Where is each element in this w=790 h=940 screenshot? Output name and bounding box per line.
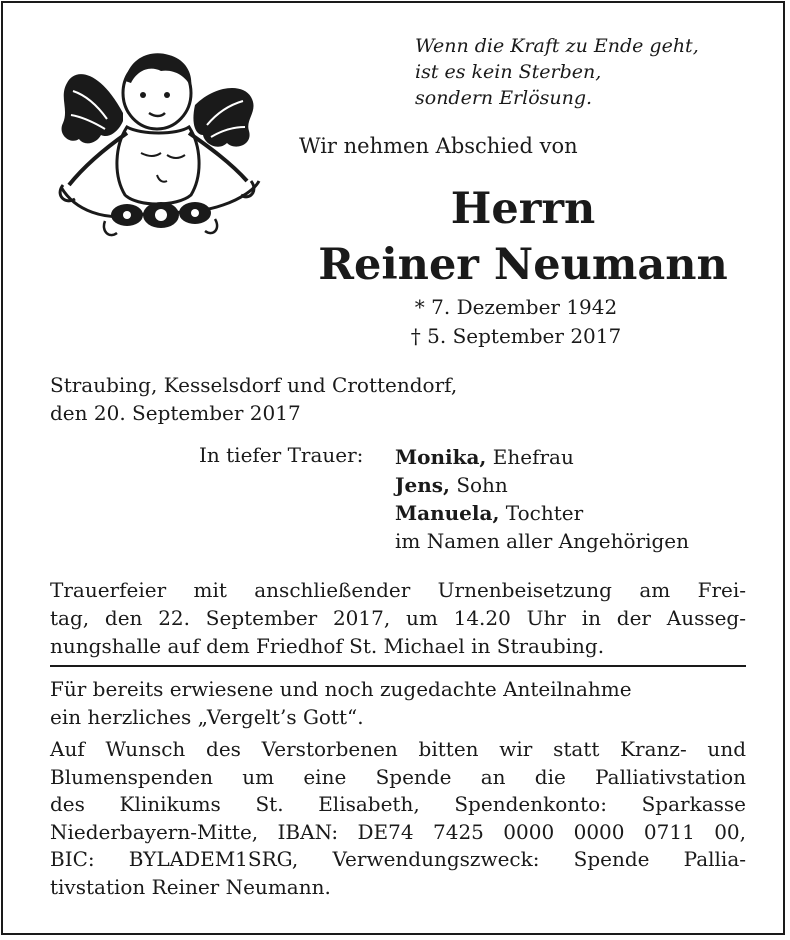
mourning-label: In tiefer Trauer: [199,443,364,467]
section-divider [50,665,746,667]
thanks-line: ein herzliches „Vergelt’s Gott“. [50,705,364,729]
thanks-line: Für bereits erwiesene und noch zugedachte Anteilnahme [50,677,632,701]
mourner-relation: Ehefrau [492,445,574,469]
thanks-note [50,675,632,731]
name-full: Reiner Neumann [318,240,728,290]
funeral-line: nungshalle auf dem Friedhof St. Michael in Straubing. [50,634,605,658]
date-line: den 20. September 2017 [50,401,301,425]
donation-line: tivstation Reiner Neumann. [50,874,331,899]
mourner-entry [395,499,689,527]
donation-line: Niederbayern-Mitte, IBAN: DE74 7425 0000 0000 0711 00, [50,819,746,844]
donation-line: BIC: BYLADEM1SRG, Verwendungszweck: Spende Pallia- [50,847,746,871]
mourner-name: Manuela, [395,501,500,525]
quote-line: ist es kein Sterben, [415,61,602,83]
funeral-line: tag, den 22. September 2017, um 14.20 Uhr in der Ausseg- [50,606,746,630]
mourner-closing: im Namen aller Angehörigen [395,529,690,553]
donation-notice [50,736,746,901]
quote-line: sondern Erlösung. [415,87,593,109]
obituary-card [1,1,785,935]
mourner-name: Monika, [395,445,487,469]
donation-line: des Klinikums St. Elisabeth, Spendenkonto: Sparkasse [50,792,746,816]
funeral-notice [50,576,746,660]
death-date: † 5. September 2017 [410,324,622,348]
cherub-angel-icon [45,35,270,250]
mourner-name: Jens, [395,473,450,497]
mourner-relation: Sohn [456,473,508,497]
epigraph-quote [415,33,699,111]
name-title: Herrn [450,184,596,234]
mourners-list [395,443,689,555]
mourner-entry [395,471,689,499]
place-line: Straubing, Kesselsdorf und Crottendorf, [50,373,458,397]
deceased-name [293,181,753,293]
farewell-intro: Wir nehmen Abschied von [299,134,578,158]
birth-date: * 7. Dezember 1942 [414,295,618,319]
donation-line: Auf Wunsch des Verstorbenen bitten wir statt Kranz- und [50,737,746,761]
funeral-line: Trauerfeier mit anschließender Urnenbeisetzung am Frei- [50,578,746,602]
quote-line: Wenn die Kraft zu Ende geht, [415,35,699,57]
mourner-entry [395,443,689,471]
mourner-relation: Tochter [505,501,584,525]
donation-line: Blumenspenden um eine Spende an die Palliativstation [50,764,746,789]
life-dates [386,293,646,351]
place-and-date [50,371,457,427]
